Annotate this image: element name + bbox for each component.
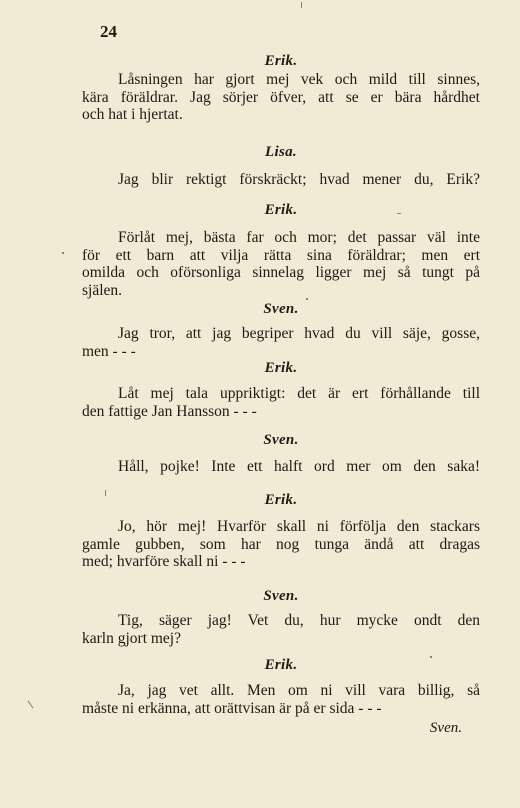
paper-speck xyxy=(301,2,302,8)
text-line: Tig, säger jag! Vet du, hur mycke ondt den xyxy=(118,612,480,629)
speaker-name: Erik. xyxy=(264,657,298,673)
paper-speck xyxy=(105,490,106,496)
text-line: Håll, pojke! Inte ett halft ord mer om den saka! xyxy=(118,458,480,475)
text-line: Jag blir rektigt förskräckt; hvad mener du, Erik? xyxy=(118,171,480,188)
paper-speck xyxy=(62,252,64,254)
text-line: gamle gubben, som har nog tunga ändå att dragas xyxy=(82,535,480,553)
text-line: och hat i hjertat. xyxy=(82,106,183,123)
text-line: Förlåt mej, bästa far och mor; det passar väl inte xyxy=(118,229,480,246)
paper-speck xyxy=(306,298,308,300)
paper-speck xyxy=(397,213,401,214)
text-line: karln gjort mej? xyxy=(82,629,181,647)
speech-paragraph xyxy=(82,229,480,299)
speech-paragraph xyxy=(82,385,480,420)
text-line: den fattige Jan Hansson - - - xyxy=(82,402,257,420)
speaker-name: Sven. xyxy=(263,301,299,317)
speaker-name: Erik. xyxy=(264,492,298,508)
text-line: Ja, jag vet allt. Men om ni vill vara billig, så xyxy=(118,682,480,699)
text-line: själen. xyxy=(82,281,123,299)
speaker-name: Erik. xyxy=(264,202,298,218)
speech-paragraph xyxy=(82,458,480,476)
text-line: för ett barn att vilja rätta sina föräldrar; men ert xyxy=(82,246,480,264)
text-line: Låt mej tala uppriktigt: det är ert förhållande till xyxy=(118,385,480,402)
speaker-name: Lisa. xyxy=(265,144,297,160)
speech-paragraph xyxy=(82,325,480,360)
paper-speck xyxy=(28,701,34,709)
speaker-name: Sven. xyxy=(263,432,299,448)
text-line: måste ni erkänna, att orättvisan är på er sida - - - xyxy=(82,699,382,717)
catchword: Sven. xyxy=(429,720,462,736)
speaker-name: Erik. xyxy=(264,53,298,69)
text-line: men - - - xyxy=(82,342,136,360)
speaker-name: Erik. xyxy=(264,360,298,376)
paper-speck xyxy=(430,656,432,658)
text-line: omilda och oförsonliga sinnelag ligger mej så tungt på xyxy=(82,264,480,281)
speech-paragraph xyxy=(82,71,480,124)
text-line: Låsningen har gjort mej vek och mild till sinnes, xyxy=(118,71,480,88)
speech-paragraph xyxy=(82,612,480,647)
speaker-name: Sven. xyxy=(263,588,299,604)
speech-paragraph xyxy=(82,682,480,717)
page-number: 24 xyxy=(100,22,117,41)
text-line: med; hvarföre skall ni - - - xyxy=(82,553,246,570)
text-line: kära föräldrar. Jag sörjer öfver, att se er bära hårdhet xyxy=(82,88,480,106)
speech-paragraph xyxy=(82,171,480,189)
text-line: Jag tror, att jag begriper hvad du vill säje, gosse, xyxy=(118,325,480,342)
speech-paragraph xyxy=(82,518,480,571)
text-line: Jo, hör mej! Hvarför skall ni förfölja den stackars xyxy=(118,518,480,535)
